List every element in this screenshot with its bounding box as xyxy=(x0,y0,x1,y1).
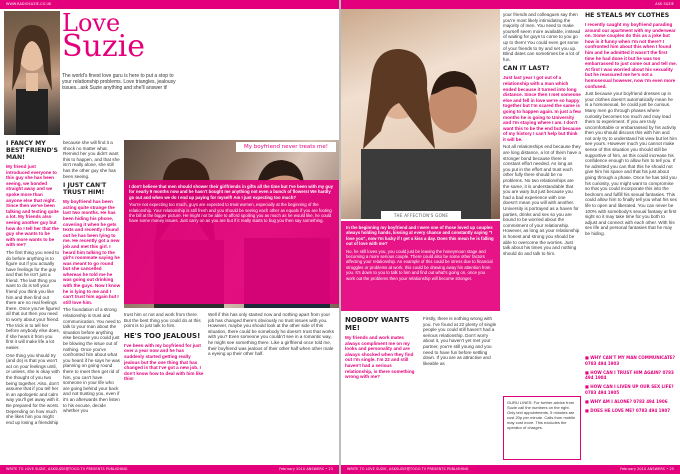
s3-question: I've been with my boyfriend for just over a year now and he has suddenly started getting really jealous but the one thing that has changed is that I've got a new job. I don't know how to deal with him like this! xyxy=(124,342,204,382)
top-url-right: ASK SUZIE xyxy=(655,2,674,6)
suzie-portrait xyxy=(4,11,60,135)
bottom-bar-left xyxy=(0,465,339,474)
s1-heading: I FANCY MY BEST FRIEND'S MAN! xyxy=(6,140,58,161)
r1-question: I don't believe that men should shower their girlfriends in gifts all the time but I've been with my guy for nearly 9 months now and he hasn't bought me anything not even a bunch of flowers! We hardly go out and when we do I end up paying for myself! Am I just expecting too much? xyxy=(129,184,334,200)
left-column-1 xyxy=(6,140,60,462)
left-column-4 xyxy=(208,312,336,462)
bottom-bar-right xyxy=(341,465,680,474)
s2-question: My boyfriend has been acting quite strange the last two months. He has been hiding his phone, covering it when he gets texts and recently I found out he has been lying to me. He recently got a new job and met this girl. I heard him talking to the girl's roommate saying he was meant to go round but she cancelled whereas he told me he was going out drinking with the guys. Now I know he is lying to me and I can't trust him again but I still love him. xyxy=(63,199,121,305)
title-suzie: Suzie xyxy=(62,29,146,64)
s2-heading: I JUST CAN'T TRUST HIM! xyxy=(63,182,107,197)
top-bar-left xyxy=(0,0,339,9)
s5-heading: CAN IT LAST? xyxy=(503,65,550,73)
phone-lines-list xyxy=(585,355,679,463)
r1-answer: You're not expecting too much, guys are expected to treat women, especially at the beginning of the relationship. Your relationship is still fresh and you should be seeing each other as equals if you are footing the bill at the bigger picture. He might not be able to afford spoiling you as much as he would like, he could have some money issues. Just carry on as you are but if it really starts to bug you then say something. xyxy=(129,202,332,224)
left-column-2 xyxy=(63,140,121,462)
footer-left-page: February 2010 ANSWERS • 23 xyxy=(279,467,333,471)
s2-answer-2: trust him or not and work from there. But the best thing you could do at this point is to just talk to him. xyxy=(124,312,201,329)
s4-question: My friends and work mates always compliment me on my looks and personality and are always shocked when they find out I'm single. I'm 22 and still haven't had a serious relationship, is there something wrong with me? xyxy=(345,335,415,380)
photo-hug xyxy=(341,9,500,219)
s1-question: My friend just introduced everyone to this guy she has been seeing, we bonded straight away and we spoke more than anyone else that night. Since then we've been talking and texting quite a lot. My friends also seeing another guy but how do I tell her that the guy she wants to be with more wants to be with me? xyxy=(6,164,59,248)
intro-text: The world's finest love guru is here to put a stop to your relationship problems. Love triangles, jealousy issues...ask Suzie anything and she'll answer it! xyxy=(62,73,176,92)
phone-line[interactable]: ■ WHY AM I ALONE? 0783 494 1906 xyxy=(585,399,679,405)
right-column-c xyxy=(503,12,581,462)
right-column-a xyxy=(345,316,419,462)
phone-line[interactable]: ■ DOES HE LOVE ME? 0783 494 1907 xyxy=(585,408,679,414)
advice-overlay-2 xyxy=(341,221,500,311)
hug-illustration xyxy=(341,9,500,219)
right-column-b xyxy=(423,316,499,462)
footer-right-text: WRITE TO LOVE SUZIE, ASKSUZIE@TOGO.TV PRESENTS PUBLISHING xyxy=(347,467,469,471)
s6-question: I recently caught my boyfriend parading around our apartment with my underwear on. Some couples do this as a joke but how is it funny when I'm not there? I confronted him about this when I found him and he admitted it wasn't the first time he had done it but he was too embarrassed to just come out and tell me. At first I was worried about his sexuality but he reassured me he's not a homosexual however, now I'm even more confused. xyxy=(585,22,677,89)
footer-right-page: February 2010 ANSWERS • 25 xyxy=(620,467,674,471)
s1-answer-2: One thing you should try (and do) is that you won't act on your feelings until, or unless, she is okay with the thought of you two being together. Also, don't assume that if you tell her in an apologetic and calm way you'll get away with it. Be prepared for the worst. Depending on how much she likes him you might end up losing a friendship xyxy=(6,352,60,425)
s4-answer-1: Firstly, there is nothing wrong with you. I've found at 22 plenty of single people you could still haven't had a serious relationship. Don't worry about it, you haven't yet met your partner, you're still young and you need to have fun before settling down. If you are as attractive and likeable as xyxy=(423,316,497,366)
left-column-3 xyxy=(124,312,204,462)
s4-heading: NOBODY WANTS ME! xyxy=(345,316,410,332)
photo1-caption: My boyfriend never treats me! xyxy=(236,142,336,152)
s3-answer: Well if this has only started now and nothing apart from your job has changed there's obviously no trust issues with you. However, maybe you should look at the other side of this situation, there could be somebody he doesn't trust that works with you? Even someone you couldn't see in a romantic way, he might see something there. Like a girlfriend once told me, their boyfriend was jealous of their other half when other male a eyeing up their other half. xyxy=(208,312,335,357)
s6-heading: HE STEALS MY CLOTHES xyxy=(585,12,670,19)
advice-overlay-1 xyxy=(124,180,339,304)
r2-question: In the beginning my boyfriend and I were one of those loved up couples always holding hands, kissing at every chance and constantly saying "I love you", now I'm lucky if I get a kiss a day. Does this mean he is falling out of love with me? xyxy=(346,225,494,247)
right-column-d xyxy=(585,12,677,350)
photo2-caption: THE AFFECTION'S GONE xyxy=(381,211,461,220)
phone-line[interactable]: ■ WHY CAN'T MY MAN COMMUNICATE? 0783 494 1903 xyxy=(585,355,679,367)
s6-answer: Just because your boyfriend dresses up in your clothes doesn't automatically mean he is a homosexual, he could just be curious. Many men go through phases where curiosity becomes too much and may lead them to experiment. If you are truly uncomfortable or embarrassed by his activity then you should discuss this with him and not only try to understand his view but let him see yours. However much you cannot make sense of this situation you should still be supportive of him, as this could increase his confidence enough to allow him to tell you. If he admitted you can that this he should not give him his space and that his just about going through a phase. Once he has told you his curiosity, you might want to compromise so that you could incorporate this into the bedroom and fulfill his sexual fantasies. This could allow him to finally tell you what his sex life to open and liberated. You can never be 100% with somebody's sexual fantasy at first sight so it may take time for you both to adjust and connect with each other. With his sex life and personal fantasies that he may be hiding. xyxy=(585,91,677,236)
r2-answer: No, he still loves you, you could just be leaving the honeymoon stage and becoming a more serious couple. There could also be some other factors affecting your relationship. An example of this could be stress due to financial struggles or problems at work, this could be drawing away his attention from you. It's down to you to talk to him and find out what's going on, once you work out the problems then your relationship will become stronger. xyxy=(346,248,493,281)
top-bar-right xyxy=(341,0,680,9)
left-page xyxy=(0,0,339,474)
top-url-left: WWW.RADIOSUZIE.CO.UK xyxy=(6,2,52,6)
phone-line[interactable]: ■ HOW CAN I TRUST HIM AGAIN? 0783 494 1904 xyxy=(585,370,679,382)
guru-lines-box: GURU LINES: For further advice from Suzie call the numbers on the right. Only text appointments, 5 minutes are cost 20p per minute. Calls from mobile may cost more. This excludes the operator of charges. xyxy=(503,396,581,460)
s1-answer-1: The first thing you need to do before anything is to figure out if you actually have feelings for the guy and that he isn't just a friend. The last thing you want to do is tell your friend you think you like him and then find out there are no real feelings there. Once you've figured all that out then you need to worry about your friend. The trick is to tell her before anybody else does, if she hears it from you first it will make life a lot easier. xyxy=(6,249,60,350)
phone-line[interactable]: ■ HOW CAN I LIVEN UP OUR SEX LIFE? 0783 494 1905 xyxy=(585,384,679,396)
s3-heading: HE'S TOO JEALOUS! xyxy=(124,331,201,340)
portrait-illustration xyxy=(4,11,60,135)
title-love: Love xyxy=(62,9,121,37)
title-block xyxy=(62,11,180,71)
s2-answer-1: The foundation of a strong relationship is trust and communication. You need to talk to your man about the situation before anything else because you could just be blowing the issue out of nothing. Once you've confronted him about what you heard if he says he was planning on going round there to meet then get rid of him, you can't have someone in your life who are going behind your back and not trusting you, even if it's an afterwards then listen to his excuse, decide whether you xyxy=(63,307,121,414)
right-page xyxy=(341,0,680,474)
footer-left-text: WRITE TO LOVE SUZIE, ASKSUZIE@TOGO.TV PRESENTS PUBLISHING xyxy=(6,467,128,471)
s1-answer-3: because she will find it a shock no matter what. Remind her you didn't want this to happen, and that she isn't really alone, she still has the other guy she has been seeing. xyxy=(63,140,120,179)
s4-answer-2: your friends and colleagues say then you're most likely intimidating the majority of men. You need to make yourself seem more available, instead of waiting for guys to come to you go up to them! You could even get some of your friends to try and set you up. Blind dates can sometimes be a lot of fun. xyxy=(503,12,581,62)
s5-question: Just last year I got out of a relationship with a man which ended because it turned into long distance. Since then I met someone else and fell in love we're so happy together but I'm scared the same is going to happen again. In just a few months he is going to University and I'm staying where I am. I don't want this to be the end but because of my history I can't help but think it will be. xyxy=(503,75,581,142)
s5-answer: Not all relationships end because they are long distance, a lot of them have a stronger bond because there is constant effort needed. As long as you put in the effort and trust each other fully there should be no problems. No two relationships are the same, it is understandable that you are wary but just because you had a bad experience with one doesn't mean you will with another. University is portrayed as a haven for parties, drinks and sex so you are bound to be worried about the commitment of your relationship. However, as long as your relationship is honest and strong you should be able to overcome the worries. Just talk about his times you and nothing should do and talk to him. xyxy=(503,144,581,256)
